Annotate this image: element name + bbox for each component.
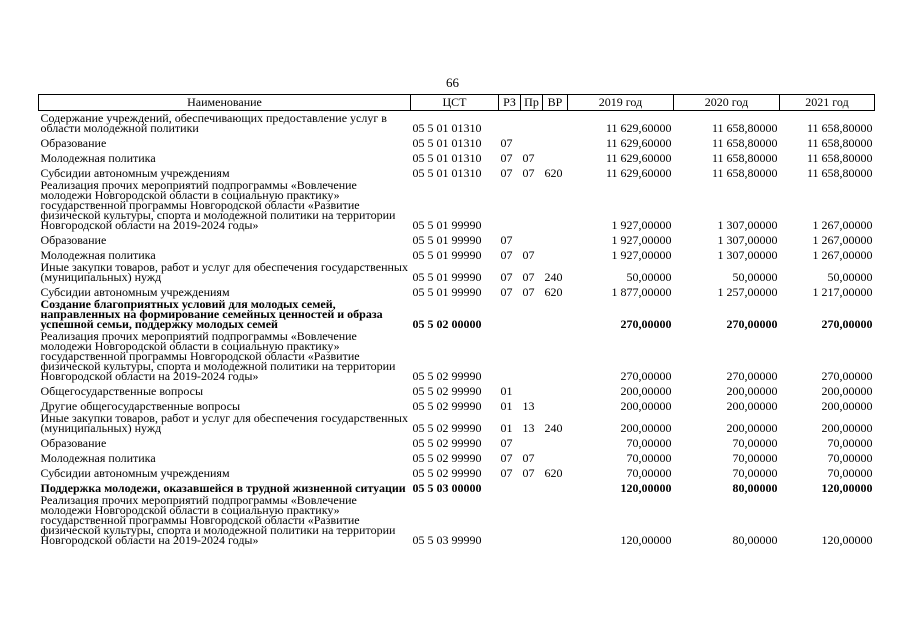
cell-rz: 07 — [500, 166, 513, 180]
cell-rz: 07 — [500, 151, 513, 165]
cell-name: Реализация прочих мероприятий подпрограммы «Вовлечение молодежи Новгородской области в социальную практику» государственной программы Новгородской области «Развитие физической культуры, спорта и молодежной политики на территории Новгородской области на 2019-2024 годы» — [40, 493, 396, 547]
cell-name: Образование — [40, 436, 107, 450]
header-2020: 2020 год — [674, 95, 780, 111]
cell-pr: 07 — [522, 285, 535, 299]
cell-rz: 01 — [500, 399, 513, 413]
cell-cst: 05 5 01 99990 — [412, 285, 482, 299]
cell-name: Реализация прочих мероприятий подпрограммы «Вовлечение молодежи Новгородской области в социальную практику» государственной программы Новгородской области «Развитие физической культуры, спорта и молодежной политики на территории Новгородской области на 2019-2024 годы» — [40, 178, 396, 232]
cell-vr: 620 — [544, 166, 563, 180]
table-row — [39, 396, 875, 411]
table-row — [39, 148, 875, 163]
table-row — [39, 411, 875, 433]
table-row — [39, 433, 875, 448]
cell-name: Молодежная политика — [40, 451, 156, 465]
cell-name: Содержание учреждений, обеспечивающих предоставление услуг в области молодежной политики — [40, 111, 387, 135]
cell-vr — [543, 230, 568, 245]
cell-cst: 05 5 03 00000 — [412, 481, 482, 495]
cell-2019: 1 927,00000 — [611, 248, 672, 262]
cell-vr: 620 — [544, 466, 563, 480]
cell-vr — [543, 245, 568, 260]
cell-2020: 80,00000 — [732, 481, 778, 495]
cell-name: Иные закупки товаров, работ и услуг для обеспечения государственных (муниципальных) нужд — [40, 260, 408, 284]
cell-pr — [521, 329, 543, 381]
cell-2019: 50,00000 — [626, 270, 672, 284]
cell-name: Молодежная политика — [40, 151, 156, 165]
cell-2020: 1 307,00000 — [717, 233, 778, 247]
cell-2021: 1 267,00000 — [812, 218, 873, 232]
cell-2021: 70,00000 — [827, 466, 873, 480]
cell-cst: 05 5 02 99990 — [412, 384, 482, 398]
cell-cst: 05 5 02 99990 — [412, 421, 482, 435]
cell-2021: 70,00000 — [827, 451, 873, 465]
cell-2020: 200,00000 — [726, 399, 778, 413]
cell-rz — [499, 478, 521, 493]
cell-2021: 120,00000 — [821, 533, 873, 547]
cell-2020: 11 658,80000 — [711, 166, 778, 180]
cell-cst: 05 5 01 99990 — [412, 270, 482, 284]
table-row — [39, 133, 875, 148]
table-row — [39, 448, 875, 463]
cell-2020: 50,00000 — [732, 270, 778, 284]
cell-pr: 07 — [522, 451, 535, 465]
cell-rz — [499, 329, 521, 381]
cell-pr: 07 — [522, 248, 535, 262]
cell-cst: 05 5 01 01310 — [412, 136, 482, 150]
cell-2019: 70,00000 — [626, 436, 672, 450]
table-header — [39, 95, 875, 111]
table-row — [39, 260, 875, 282]
cell-name: Субсидии автономным учреждениям — [40, 466, 230, 480]
cell-2021: 50,00000 — [827, 270, 873, 284]
cell-rz — [499, 178, 521, 230]
cell-cst: 05 5 02 00000 — [412, 317, 482, 331]
table-row — [39, 111, 875, 134]
cell-vr — [543, 433, 568, 448]
cell-2019: 200,00000 — [620, 384, 672, 398]
cell-vr — [543, 111, 568, 134]
cell-vr — [543, 178, 568, 230]
cell-pr — [521, 478, 543, 493]
cell-2020: 1 307,00000 — [717, 218, 778, 232]
cell-cst: 05 5 01 99990 — [412, 233, 482, 247]
cell-name: Поддержка молодежи, оказавшейся в трудной жизненной ситуации — [40, 481, 406, 495]
cell-pr: 07 — [522, 151, 535, 165]
cell-vr — [543, 396, 568, 411]
page-number: 66 — [446, 75, 459, 90]
cell-vr: 240 — [544, 270, 563, 284]
cell-2021: 1 217,00000 — [812, 285, 873, 299]
cell-name: Образование — [40, 136, 107, 150]
cell-2020: 70,00000 — [732, 436, 778, 450]
cell-pr: 13 — [522, 399, 535, 413]
table-row — [39, 493, 875, 545]
cell-2019: 11 629,60000 — [605, 166, 672, 180]
table-row — [39, 230, 875, 245]
cell-cst: 05 5 01 99990 — [412, 218, 482, 232]
cell-pr: 13 — [522, 421, 535, 435]
cell-name: Иные закупки товаров, работ и услуг для обеспечения государственных (муниципальных) нужд — [40, 411, 408, 435]
cell-2019: 270,00000 — [620, 317, 672, 331]
cell-pr — [521, 178, 543, 230]
table-row — [39, 163, 875, 178]
cell-2021: 11 658,80000 — [806, 121, 873, 135]
cell-2020: 270,00000 — [726, 369, 778, 383]
cell-2019: 1 877,00000 — [611, 285, 672, 299]
cell-pr — [521, 111, 543, 134]
cell-rz: 01 — [500, 421, 513, 435]
cell-2020: 11 658,80000 — [711, 136, 778, 150]
cell-vr — [543, 297, 568, 329]
cell-rz: 07 — [500, 270, 513, 284]
cell-vr — [543, 381, 568, 396]
cell-2019: 1 927,00000 — [611, 218, 672, 232]
cell-name: Создание благоприятных условий для молодых семей, направленных на формирование семейных ценностей и образа успешной семьи, поддержку молодых семей — [40, 297, 383, 331]
cell-cst: 05 5 02 99990 — [412, 466, 482, 480]
cell-2021: 11 658,80000 — [806, 136, 873, 150]
cell-2019: 120,00000 — [620, 481, 672, 495]
table-row — [39, 297, 875, 329]
cell-2020: 200,00000 — [726, 421, 778, 435]
cell-pr: 07 — [522, 166, 535, 180]
cell-name: Образование — [40, 233, 107, 247]
cell-rz: 07 — [500, 136, 513, 150]
cell-rz: 07 — [500, 233, 513, 247]
cell-name: Субсидии автономным учреждениям — [40, 285, 230, 299]
cell-2021: 200,00000 — [821, 399, 873, 413]
cell-2019: 11 629,60000 — [605, 121, 672, 135]
cell-2021: 200,00000 — [821, 421, 873, 435]
cell-pr — [521, 493, 543, 545]
cell-2019: 70,00000 — [626, 466, 672, 480]
header-rz: РЗ — [499, 95, 521, 111]
cell-rz — [499, 493, 521, 545]
header-vr: ВР — [543, 95, 568, 111]
cell-2020: 1 257,00000 — [717, 285, 778, 299]
cell-vr — [543, 493, 568, 545]
cell-2020: 270,00000 — [726, 317, 778, 331]
cell-2020: 11 658,80000 — [711, 151, 778, 165]
cell-vr — [543, 478, 568, 493]
cell-vr — [543, 329, 568, 381]
table-row — [39, 245, 875, 260]
cell-2019: 270,00000 — [620, 369, 672, 383]
header-2019: 2019 год — [568, 95, 674, 111]
cell-rz: 07 — [500, 285, 513, 299]
cell-2019: 120,00000 — [620, 533, 672, 547]
cell-cst: 05 5 01 99990 — [412, 248, 482, 262]
cell-pr — [521, 381, 543, 396]
cell-rz: 07 — [500, 436, 513, 450]
cell-cst: 05 5 02 99990 — [412, 369, 482, 383]
cell-2019: 70,00000 — [626, 451, 672, 465]
cell-rz: 07 — [500, 451, 513, 465]
cell-pr — [521, 297, 543, 329]
cell-name: Субсидии автономным учреждениям — [40, 166, 230, 180]
cell-rz — [499, 297, 521, 329]
cell-pr — [521, 230, 543, 245]
cell-name: Молодежная политика — [40, 248, 156, 262]
cell-name: Реализация прочих мероприятий подпрограммы «Вовлечение молодежи Новгородской области в социальную практику» государственной программы Новгородской области «Развитие физической культуры, спорта и молодежной политики на территории Новгородской области на 2019-2024 годы» — [40, 329, 396, 383]
table-body — [39, 111, 875, 546]
cell-vr: 620 — [544, 285, 563, 299]
cell-2021: 1 267,00000 — [812, 248, 873, 262]
cell-2021: 11 658,80000 — [806, 151, 873, 165]
cell-cst: 05 5 02 99990 — [412, 436, 482, 450]
table-row — [39, 463, 875, 478]
cell-rz — [499, 111, 521, 134]
cell-rz: 07 — [500, 248, 513, 262]
table-row — [39, 478, 875, 493]
cell-cst: 05 5 01 01310 — [412, 166, 482, 180]
cell-cst: 05 5 03 99990 — [412, 533, 482, 547]
header-2021: 2021 год — [780, 95, 875, 111]
table-row — [39, 178, 875, 230]
cell-2019: 1 927,00000 — [611, 233, 672, 247]
cell-vr: 240 — [544, 421, 563, 435]
cell-2021: 1 267,00000 — [812, 233, 873, 247]
table-row — [39, 381, 875, 396]
cell-2020: 1 307,00000 — [717, 248, 778, 262]
cell-2020: 70,00000 — [732, 451, 778, 465]
cell-pr: 07 — [522, 270, 535, 284]
cell-2019: 11 629,60000 — [605, 136, 672, 150]
cell-rz: 07 — [500, 466, 513, 480]
cell-cst: 05 5 01 01310 — [412, 151, 482, 165]
cell-pr: 07 — [522, 466, 535, 480]
cell-2020: 200,00000 — [726, 384, 778, 398]
cell-2021: 270,00000 — [821, 369, 873, 383]
cell-2019: 200,00000 — [620, 399, 672, 413]
header-cst: ЦСТ — [411, 95, 499, 111]
cell-2020: 11 658,80000 — [711, 121, 778, 135]
cell-cst: 05 5 01 01310 — [412, 121, 482, 135]
budget-table — [38, 94, 875, 545]
cell-pr — [521, 433, 543, 448]
cell-vr — [543, 148, 568, 163]
cell-2021: 200,00000 — [821, 384, 873, 398]
cell-2021: 70,00000 — [827, 436, 873, 450]
cell-2021: 270,00000 — [821, 317, 873, 331]
cell-vr — [543, 133, 568, 148]
cell-cst: 05 5 02 99990 — [412, 451, 482, 465]
cell-2019: 200,00000 — [620, 421, 672, 435]
cell-cst: 05 5 02 99990 — [412, 399, 482, 413]
cell-2019: 11 629,60000 — [605, 151, 672, 165]
cell-2021: 11 658,80000 — [806, 166, 873, 180]
cell-name: Другие общегосударственные вопросы — [40, 399, 241, 413]
header-pr: Пр — [521, 95, 543, 111]
cell-2020: 80,00000 — [732, 533, 778, 547]
cell-rz: 01 — [500, 384, 513, 398]
table-row — [39, 282, 875, 297]
header-name: Наименование — [39, 95, 411, 111]
cell-2021: 120,00000 — [821, 481, 873, 495]
cell-2020: 70,00000 — [732, 466, 778, 480]
cell-vr — [543, 448, 568, 463]
cell-name: Общегосударственные вопросы — [40, 384, 204, 398]
table-row — [39, 329, 875, 381]
cell-pr — [521, 133, 543, 148]
